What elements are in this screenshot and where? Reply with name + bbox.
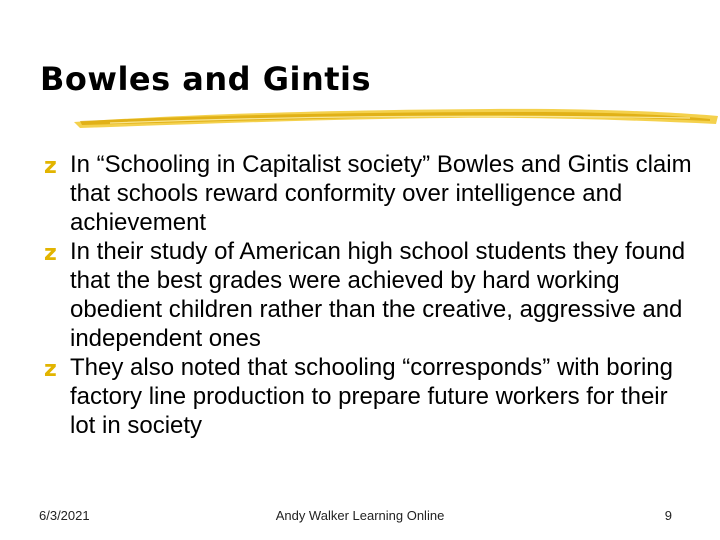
z-bullet-icon: z [44,154,57,179]
bullet-text: In their study of American high school students they found that the best grades were achieved by hard working obedient children rather than the creative, aggressive and independent ones [70,238,686,352]
bullet-list [44,150,694,440]
title-underline-brush [70,104,720,130]
z-bullet-icon: z [44,241,57,266]
bullet-item [44,353,694,440]
page-number: 9 [664,508,672,523]
footer-date: 6/3/2021 [39,508,90,523]
z-bullet-icon: z [44,357,57,382]
bullet-text: In “Schooling in Capitalist society” Bowles and Gintis claim that schools reward conformity over intelligence and achievement [70,151,692,236]
bullet-text: They also noted that schooling “corresponds” with boring factory line production to prepare future workers for their lot in society [70,354,673,439]
bullet-item [44,237,694,353]
footer-text: Andy Walker Learning Online [275,508,445,523]
slide-title: Bowles and Gintis [40,60,372,98]
bullet-item [44,150,694,237]
